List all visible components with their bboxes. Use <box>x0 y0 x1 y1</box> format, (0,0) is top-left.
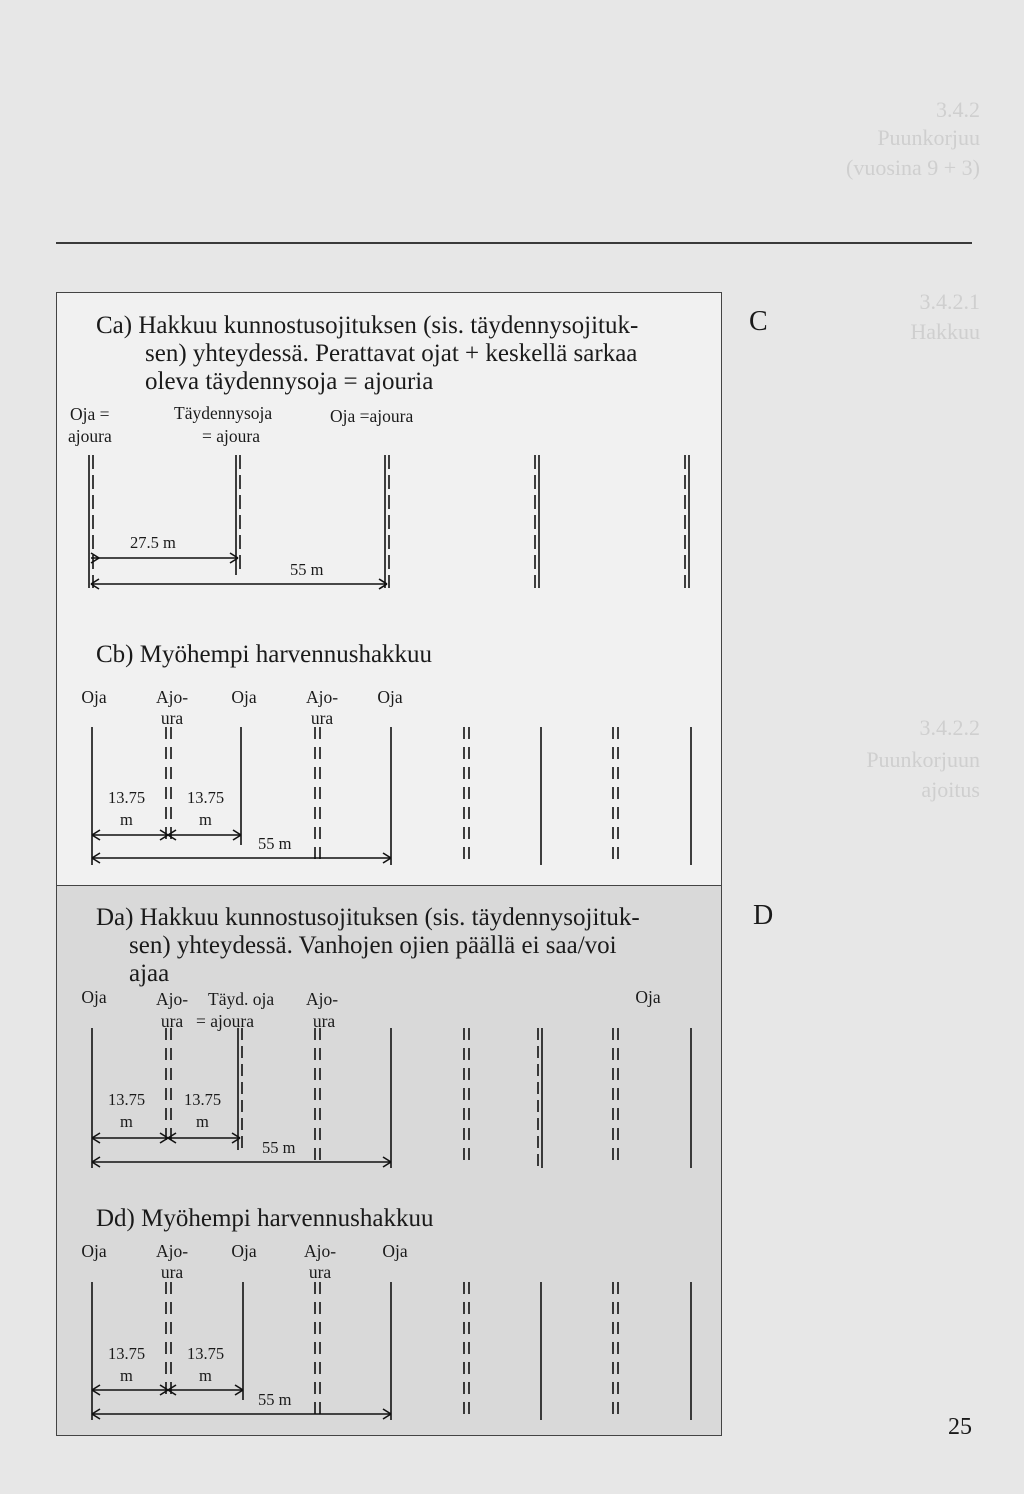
da-label-ura-2: ura <box>312 1011 336 1031</box>
da-heading-line2: sen) yhteydessä. Vanhojen ojien päällä ei saa/voi <box>129 932 617 959</box>
da-measure-b: 13.75 <box>184 1090 222 1109</box>
da-measure-a: 13.75 <box>108 1090 146 1109</box>
ca-label-oja-ajoura: Oja =ajoura <box>330 406 414 426</box>
ca-label-ajoura: ajoura <box>68 426 112 446</box>
cb-measure-b-unit: m <box>199 810 212 829</box>
da-measure-a-unit: m <box>120 1112 133 1131</box>
dd-measure-b-unit: m <box>199 1366 212 1385</box>
ghost-section-number: 3.4.2 <box>936 97 980 122</box>
da-measure-b-unit: m <box>196 1112 209 1131</box>
da-label-ajo-2: Ajo- <box>305 989 339 1009</box>
da-label-eq-ajoura: = ajoura <box>196 1011 254 1031</box>
cb-measure-a: 13.75 <box>108 788 146 807</box>
da-label-ura: ura <box>160 1011 184 1031</box>
ca-measure-27-5: 27.5 m <box>130 533 176 552</box>
dd-label-oja-1: Oja <box>81 1241 107 1261</box>
da-heading-line3: ajaa <box>129 960 170 987</box>
da-label-ajo: Ajo- <box>155 989 189 1009</box>
dd-label-ajo-2: Ajo- <box>303 1241 337 1261</box>
dd-label-ura-2: ura <box>308 1262 332 1282</box>
ghost-section-years: (vuosina 9 + 3) <box>846 155 980 180</box>
dd-measure-a: 13.75 <box>108 1344 146 1363</box>
ghost-subsection2-title: Puunkorjuun <box>866 747 980 772</box>
cb-label-ajo-2: Ajo- <box>305 687 339 707</box>
da-label-oja-right: Oja <box>635 987 661 1007</box>
dd-label-oja-2: Oja <box>231 1241 257 1261</box>
ghost-section-title: Puunkorjuu <box>877 125 980 150</box>
cb-measure-55: 55 m <box>258 834 292 853</box>
cb-label-ura-2: ura <box>310 708 334 728</box>
dd-label-ajo-1: Ajo- <box>155 1241 189 1261</box>
page-number: 25 <box>948 1414 972 1440</box>
ca-heading-line3: oleva täydennysoja = ajouria <box>145 368 434 395</box>
ghost-subsection-title: Hakkuu <box>910 319 980 344</box>
side-letter-d: D <box>753 900 774 931</box>
dd-heading: Dd) Myöhempi harvennushakkuu <box>96 1205 434 1232</box>
ghost-subsection-number: 3.4.2.1 <box>919 289 980 314</box>
ca-label-eq-ajoura: = ajoura <box>202 426 260 446</box>
cb-measure-a-unit: m <box>120 810 133 829</box>
da-label-tayd-oja: Täyd. oja <box>208 989 275 1009</box>
ca-label-oja: Oja = <box>70 404 110 424</box>
ca-measure-55: 55 m <box>290 560 324 579</box>
da-heading-line1: Da) Hakkuu kunnostusojituksen (sis. täydennysojituk- <box>96 904 640 931</box>
dd-measure-b: 13.75 <box>187 1344 225 1363</box>
ghost-subsection2-title2: ajoitus <box>921 777 980 802</box>
da-measure-55: 55 m <box>262 1138 296 1157</box>
ca-label-taydennysoja: Täydennysoja <box>174 403 273 423</box>
side-letter-c: C <box>749 306 768 337</box>
dd-label-ura-1: ura <box>160 1262 184 1282</box>
cb-measure-b: 13.75 <box>187 788 225 807</box>
dd-measure-a-unit: m <box>120 1366 133 1385</box>
cb-label-oja-3: Oja <box>377 687 403 707</box>
cb-label-oja-1: Oja <box>81 687 107 707</box>
cb-heading: Cb) Myöhempi harvennushakkuu <box>96 641 433 668</box>
dd-measure-55: 55 m <box>258 1390 292 1409</box>
da-label-oja-1: Oja <box>81 987 107 1007</box>
dd-label-oja-3: Oja <box>382 1241 408 1261</box>
ghost-subsection2-number: 3.4.2.2 <box>919 715 980 740</box>
ca-heading-line1: Ca) Hakkuu kunnostusojituksen (sis. täydennysojituk- <box>96 312 639 339</box>
cb-label-ajo-1: Ajo- <box>155 687 189 707</box>
cb-label-ura-1: ura <box>160 708 184 728</box>
cb-label-oja-2: Oja <box>231 687 257 707</box>
ca-heading-line2: sen) yhteydessä. Perattavat ojat + keskellä sarkaa <box>145 340 638 367</box>
